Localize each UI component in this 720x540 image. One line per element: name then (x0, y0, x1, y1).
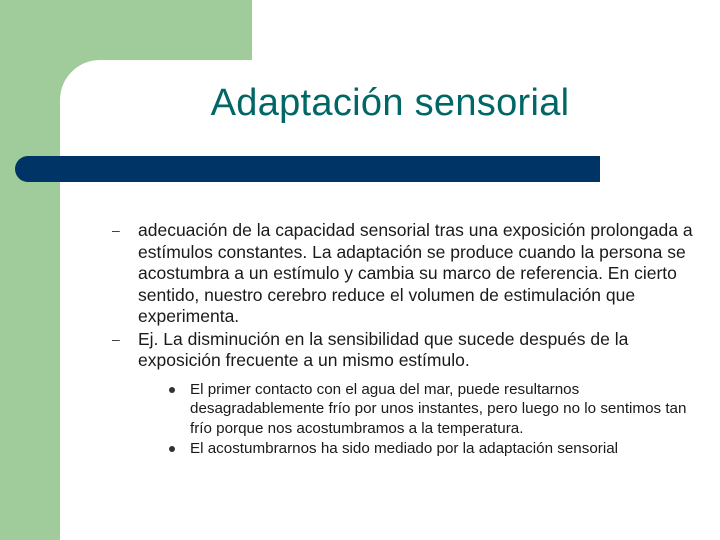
sub-bullet-list (112, 380, 702, 459)
title-divider-bar (15, 156, 600, 182)
dash-bullet-icon: – (112, 222, 120, 238)
sub-bullet-text: El primer contacto con el agua del mar, puede resultarnos desagradablemente frío por unos instantes, pero luego no lo sentimos tan frío porque nos acostumbramos a la temperatura. (190, 380, 687, 438)
sub-bullet-item (169, 380, 702, 439)
sub-bullet-item (169, 439, 702, 459)
bullet-item (112, 220, 702, 328)
round-bullet-icon (169, 387, 175, 393)
round-bullet-icon (169, 446, 175, 452)
sub-bullet-text: El acostumbrarnos ha sido mediado por la adaptación sensorial (190, 439, 619, 457)
bullet-text: Ej. La disminución en la sensibilidad que sucede después de la exposición frecuente a un mismo estímulo. (138, 328, 629, 370)
slide-content (112, 220, 702, 459)
bullet-item (112, 329, 702, 372)
slide-title: Adaptación sensorial (210, 82, 570, 124)
bullet-text: adecuación de la capacidad sensorial tras una exposición prolongada a estímulos constantes. La adaptación se produce cuando la persona se acostumbra a un estímulo y cambia su marco de referencia. En cierto sentido, nuestro cerebro reduce el volumen de estimulación que experimenta. (138, 220, 693, 326)
dash-bullet-icon: – (112, 330, 120, 347)
